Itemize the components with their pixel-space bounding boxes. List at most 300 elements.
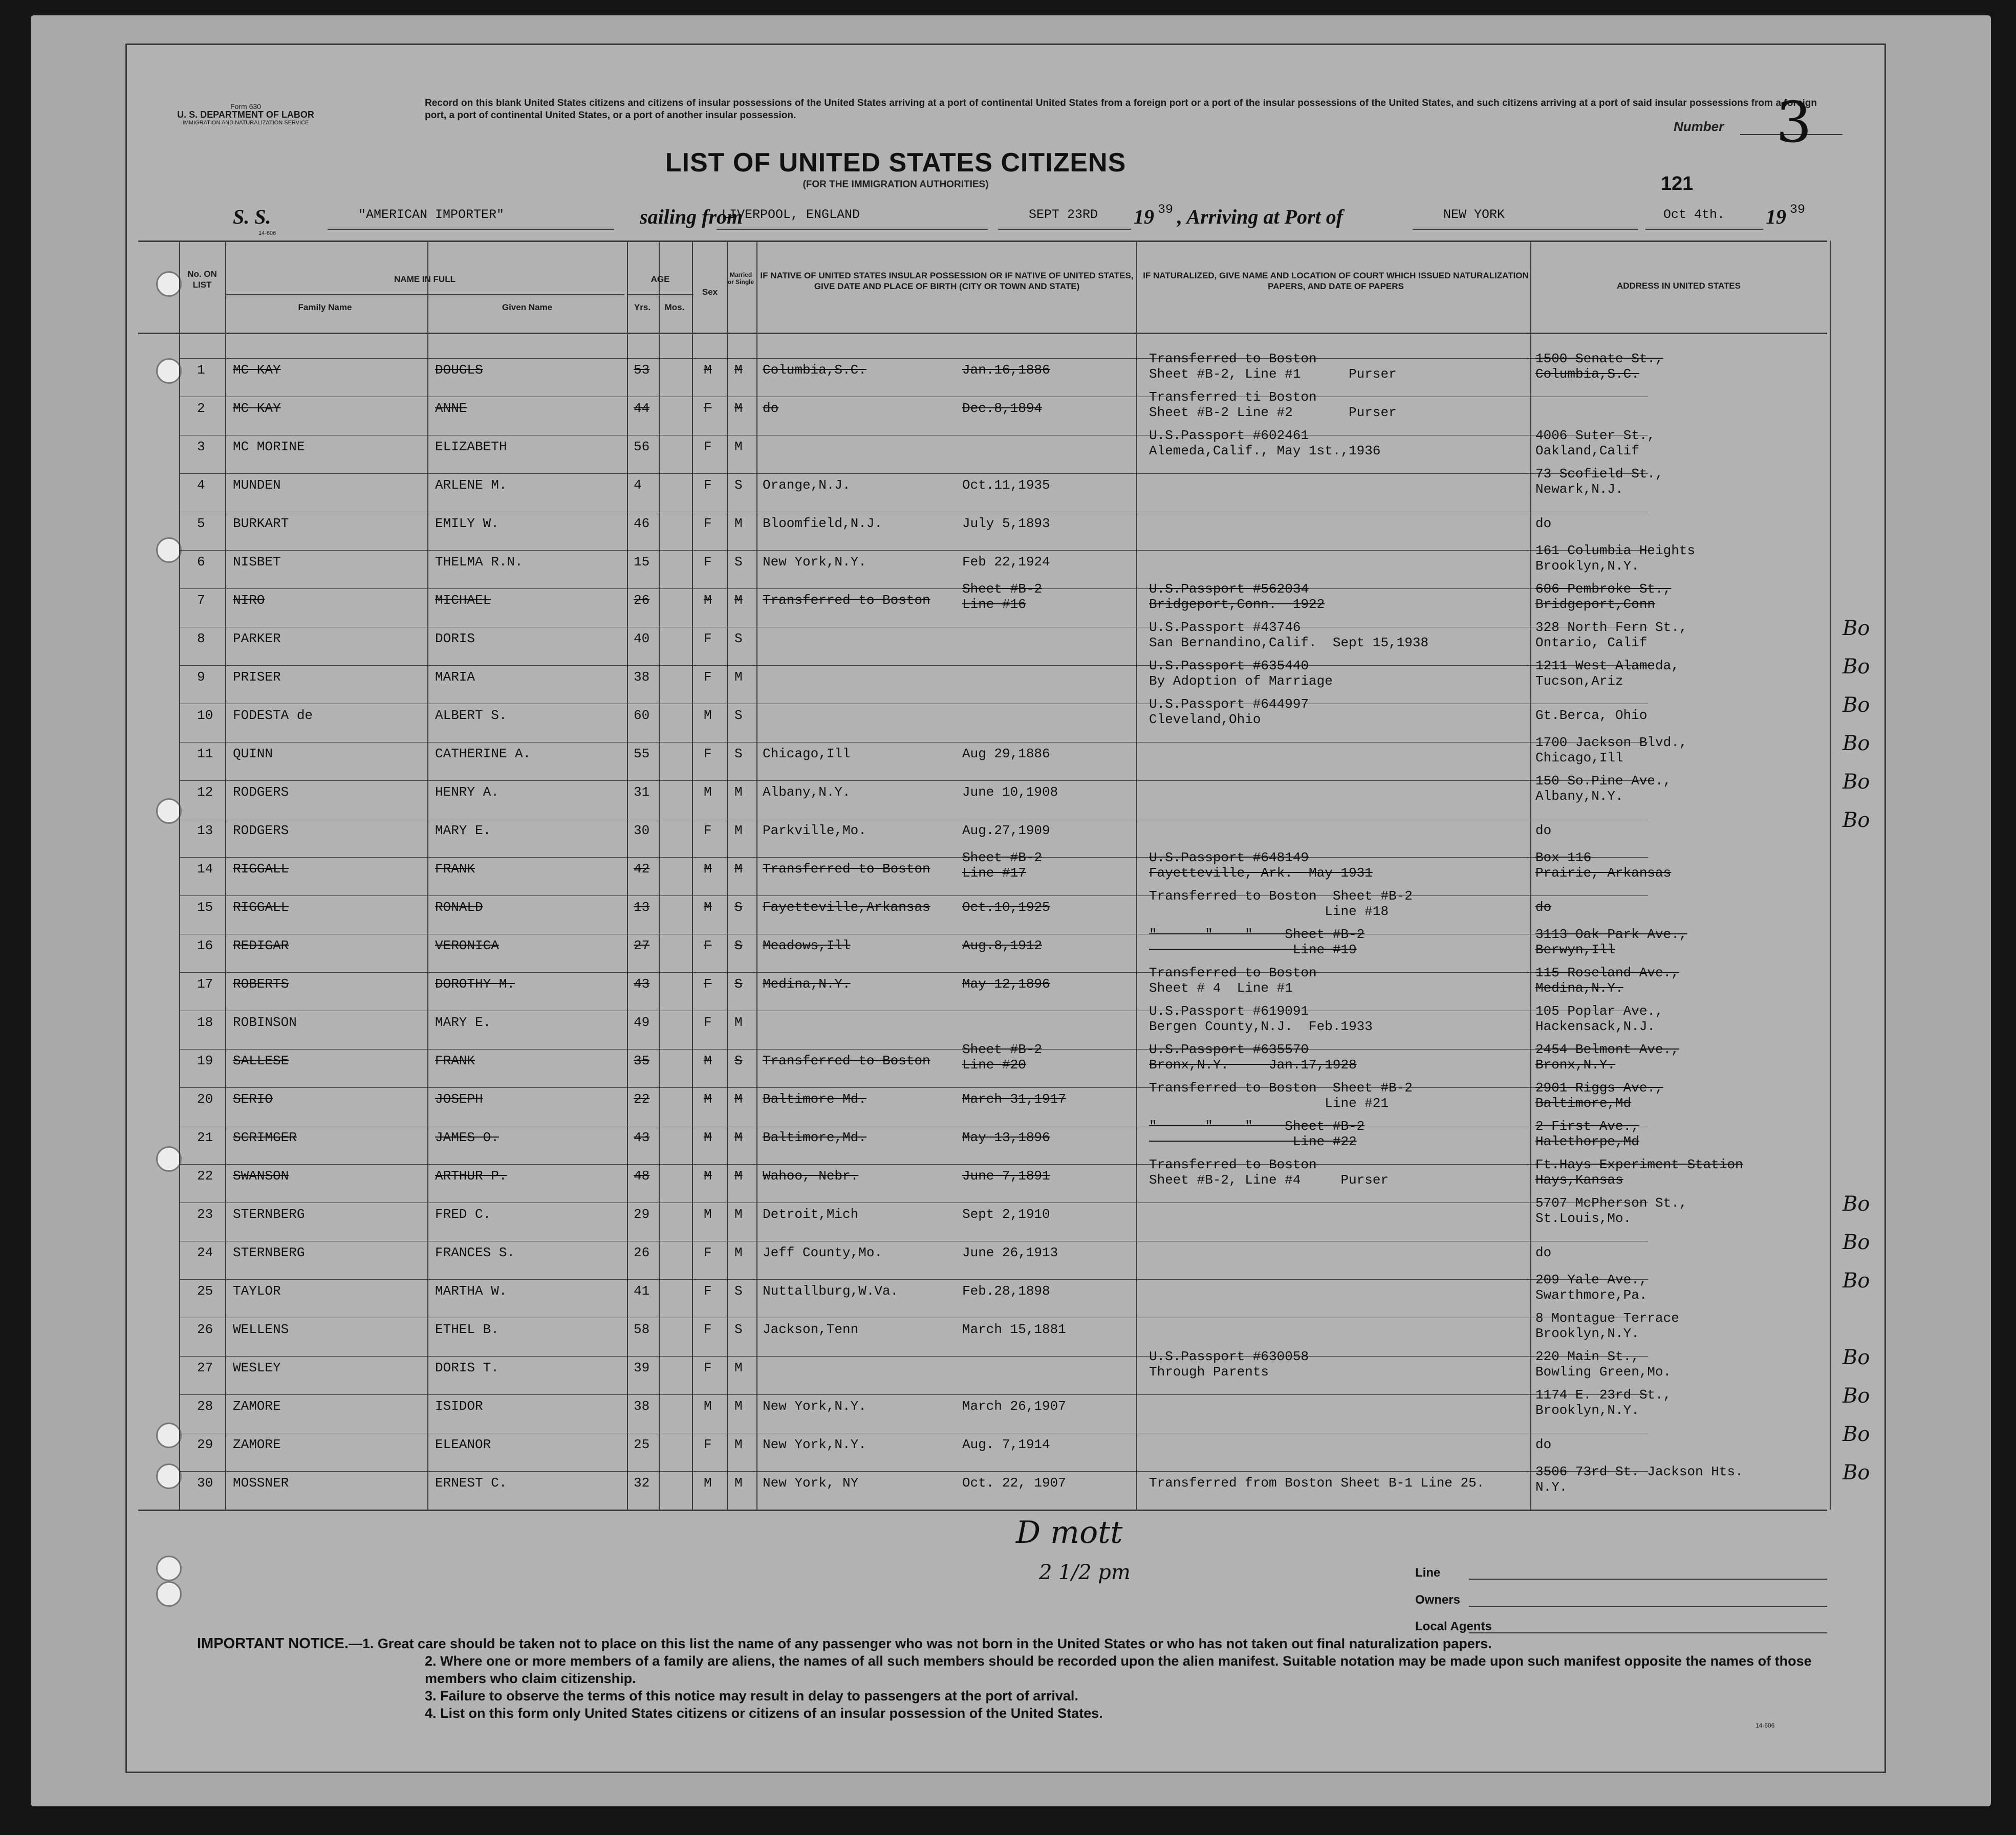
birth-date: Oct. 22, 1907 — [962, 1475, 1066, 1491]
address: 3113 Oak Park Ave., Berwyn,Ill — [1535, 927, 1687, 957]
row-number: 24 — [197, 1245, 213, 1260]
naturalization: U.S.Passport #619091 Bergen County,N.J. Feb.1933 — [1149, 1003, 1373, 1034]
sex: F — [704, 477, 712, 493]
marital-status: M — [734, 593, 743, 608]
year-to: 39 — [1790, 202, 1806, 217]
family-name: PARKER — [233, 631, 281, 646]
sex: F — [704, 1322, 712, 1337]
punch-hole — [156, 271, 182, 297]
sex: M — [704, 1168, 712, 1184]
age-years: 38 — [634, 1399, 650, 1414]
address: 3506 73rd St. Jackson Hts. N.Y. — [1535, 1464, 1743, 1495]
sex: M — [704, 362, 712, 378]
sex: F — [704, 1245, 712, 1260]
family-name: TAYLOR — [233, 1283, 281, 1299]
birth-date: May 13,1896 — [962, 1130, 1050, 1145]
given-name: ALBERT S. — [435, 708, 507, 723]
boston-annotation: Bo — [1842, 1384, 1870, 1408]
marital-status: M — [734, 1207, 743, 1222]
row-number: 21 — [197, 1130, 213, 1145]
birth-date: June 10,1908 — [962, 784, 1058, 800]
birth-place: Transferred to Boston — [763, 593, 930, 608]
sex: F — [704, 938, 712, 953]
row-number: 13 — [197, 823, 213, 838]
table-row — [0, 1236, 1658, 1268]
naturalization: Transferred to Boston Sheet #B-2, Line #4 Purser — [1149, 1157, 1389, 1188]
col-address: ADDRESS IN UNITED STATES — [1616, 281, 1741, 291]
marital-status: M — [734, 1475, 743, 1491]
col-name-in-full: NAME IN FULL — [394, 274, 456, 284]
address: do — [1535, 516, 1552, 531]
marital-status: M — [734, 1091, 743, 1107]
table-row — [0, 850, 1672, 884]
name-subheader-line — [225, 294, 624, 295]
age-years: 26 — [634, 1245, 650, 1260]
year-prefix: 19 — [1134, 205, 1154, 228]
agents-label: Local Agents — [1415, 1620, 1492, 1633]
marital-status: M — [734, 1130, 743, 1145]
address: 150 So.Pine Ave., Albany,N.Y. — [1535, 773, 1672, 804]
age-years: 53 — [634, 362, 650, 378]
given-name: ISIDOR — [435, 1399, 483, 1414]
age-years: 13 — [634, 900, 650, 915]
family-name: ZAMORE — [233, 1399, 281, 1414]
birth-place: Detroit,Mich — [763, 1207, 859, 1222]
naturalization: Transferred to Boston Sheet #B-2, Line #1 Purser — [1149, 351, 1397, 382]
birth-place: Wahoo, Nebr. — [763, 1168, 859, 1184]
table-row — [0, 507, 1658, 538]
row-number: 8 — [197, 631, 205, 646]
marital-status: S — [734, 1053, 743, 1068]
naturalization: Transferred from Boston Sheet B-1 Line 25. — [1149, 1475, 1485, 1491]
col-yrs: Yrs. — [634, 302, 651, 312]
boston-annotation: Bo — [1842, 693, 1870, 717]
family-name: NISBET — [233, 554, 281, 570]
table-row — [0, 466, 1663, 500]
age-years: 55 — [634, 746, 650, 761]
boston-annotation: Bo — [1842, 770, 1870, 794]
table-row — [0, 581, 1672, 615]
age-years: 41 — [634, 1283, 650, 1299]
family-name: WELLENS — [233, 1322, 289, 1337]
table-row — [0, 773, 1672, 807]
family-name: STERNBERG — [233, 1207, 305, 1222]
row-number: 28 — [197, 1399, 213, 1414]
sex: M — [704, 1091, 712, 1107]
marital-status: M — [734, 1015, 743, 1030]
naturalization: U.S.Passport #635440 By Adoption of Marriage — [1149, 658, 1333, 689]
given-name: ANNE — [435, 401, 467, 416]
age-years: 58 — [634, 1322, 650, 1337]
table-row — [0, 1042, 1679, 1076]
table-row — [0, 351, 1663, 385]
given-name: ARTHUR P. — [435, 1168, 507, 1184]
naturalization: U.S.Passport #602461 Alemeda,Calif., May 1st.,1936 — [1149, 428, 1381, 458]
birth-date: March 26,1907 — [962, 1399, 1066, 1414]
naturalization: " " " Sheet #B-2 Line #22 — [1149, 1119, 1365, 1149]
address: do — [1535, 823, 1552, 838]
table-row — [0, 1157, 1743, 1191]
address: Ft.Hays Experiment Station Hays,Kansas — [1535, 1157, 1743, 1188]
naturalization: U.S.Passport #644997 Cleveland,Ohio — [1149, 696, 1309, 727]
age-years: 43 — [634, 1130, 650, 1145]
notice-1: 1. Great care should be taken not to place on this list the name of any passenger who was not born in the United States or who has not taken out final naturalization papers. — [362, 1636, 1492, 1651]
birth-place: New York,N.Y. — [763, 554, 866, 570]
marital-status: M — [734, 401, 743, 416]
notice-head: IMPORTANT NOTICE. — [197, 1635, 349, 1652]
col-given-name: Given Name — [502, 302, 553, 312]
given-name: FRANK — [435, 1053, 475, 1068]
age-subheader-line — [627, 294, 693, 295]
birth-date: Feb.28,1898 — [962, 1283, 1050, 1299]
table-row — [0, 1464, 1743, 1498]
address: do — [1535, 1245, 1552, 1260]
agents-underline — [1469, 1632, 1827, 1633]
address: 1500 Senate St., Columbia,S.C. — [1535, 351, 1663, 382]
table-row — [0, 814, 1658, 845]
birth-date: Sheet #B-2 Line #16 — [962, 581, 1043, 612]
print-code-small: 14-606 — [258, 230, 276, 236]
given-name: HENRY A. — [435, 784, 499, 800]
birth-place: Chicago,Ill — [763, 746, 851, 761]
row-number: 6 — [197, 554, 205, 570]
age-years: 27 — [634, 938, 650, 953]
col-naturalized: IF NATURALIZED, GIVE NAME AND LOCATION OF COURT WHICH ISSUED NATURALIZATION PAPERS, AND DATE OF PAPERS — [1143, 271, 1529, 291]
family-name: ZAMORE — [233, 1437, 281, 1452]
birth-place: New York, NY — [763, 1475, 859, 1491]
birth-date: March 15,1881 — [962, 1322, 1066, 1337]
family-name: MC KAY — [233, 401, 281, 416]
given-name: CATHERINE A. — [435, 746, 531, 761]
row-number: 7 — [197, 593, 205, 608]
naturalization: Transferred to Boston Sheet #B-2 Line #21 — [1149, 1080, 1413, 1111]
age-years: 40 — [634, 631, 650, 646]
marital-status: S — [734, 900, 743, 915]
naturalization: U.S.Passport #630058 Through Parents — [1149, 1349, 1309, 1380]
marital-status: M — [734, 1399, 743, 1414]
table-row — [0, 965, 1679, 999]
address: 1700 Jackson Blvd., Chicago,Ill — [1535, 735, 1687, 766]
boston-annotation: Bo — [1842, 732, 1870, 755]
owners-underline — [1469, 1606, 1827, 1607]
table-row — [0, 1274, 1658, 1306]
boston-annotation: Bo — [1842, 1423, 1870, 1446]
important-notice — [197, 1635, 1835, 1722]
print-code: 14-606 — [1755, 1722, 1775, 1729]
notice-4: 4. List on this form only United States citizens or citizens of an insular possession of the United States. — [425, 1706, 1103, 1721]
boston-annotation: Bo — [1842, 809, 1870, 832]
handwritten-note: 2 1/2 pm — [1039, 1561, 1131, 1584]
address: 220 Main St., Bowling Green,Mo. — [1535, 1349, 1672, 1380]
owners-label: Owners — [1415, 1593, 1461, 1607]
marital-status: M — [734, 861, 743, 877]
birth-date: June 26,1913 — [962, 1245, 1058, 1260]
boston-annotation: Bo — [1842, 617, 1870, 640]
table-top-border — [138, 241, 1827, 242]
family-name: ROBINSON — [233, 1015, 297, 1030]
row-number: 26 — [197, 1322, 213, 1337]
family-name: RIGGALL — [233, 861, 289, 877]
row-number: 14 — [197, 861, 213, 877]
date-from-underline — [998, 229, 1131, 230]
row-number: 22 — [197, 1168, 213, 1184]
table-row — [0, 1080, 1663, 1114]
family-name: STERNBERG — [233, 1245, 305, 1260]
birth-place: Baltimore,Md. — [763, 1130, 866, 1145]
sex: M — [704, 593, 712, 608]
table-row — [0, 1387, 1672, 1421]
family-name: SERIO — [233, 1091, 273, 1107]
address: 2 First Ave., Halethorpe,Md — [1535, 1119, 1639, 1149]
birth-date: Oct.10,1925 — [962, 900, 1050, 915]
given-name: MARIA — [435, 669, 475, 685]
naturalization: U.S.Passport #635570 Bronx,N.Y. Jan.17,1928 — [1149, 1042, 1357, 1073]
given-name: FRANCES S. — [435, 1245, 515, 1260]
given-name: DOUGLS — [435, 362, 483, 378]
given-name: VERONICA — [435, 938, 499, 953]
address: do — [1535, 1437, 1552, 1452]
address: 1174 E. 23rd St., Brooklyn,N.Y. — [1535, 1387, 1672, 1418]
age-years: 35 — [634, 1053, 650, 1068]
form-identifier — [169, 102, 322, 127]
given-name: JAMES O. — [435, 1130, 499, 1145]
naturalization: Transferred to Boston Sheet #B-2 Line #18 — [1149, 888, 1413, 919]
table-row — [0, 430, 1658, 462]
sex: F — [704, 516, 712, 531]
age-years: 42 — [634, 861, 650, 877]
address: Gt.Berca, Ohio — [1535, 708, 1648, 723]
sex: M — [704, 900, 712, 915]
naturalization: Transferred ti Boston Sheet #B-2 Line #2 Purser — [1149, 389, 1397, 420]
marital-status: S — [734, 1322, 743, 1337]
sex: F — [704, 401, 712, 416]
birth-date: Sheet #B-2 Line #17 — [962, 850, 1043, 881]
form-number: Form 630 — [230, 102, 261, 111]
naturalization: " " " Sheet #B-2 Line #19 — [1149, 927, 1365, 957]
table-row — [0, 543, 1696, 577]
table-bottom-border — [138, 1510, 1827, 1511]
ss-label: S. S. — [233, 205, 271, 228]
address: 209 Yale Ave., Swarthmore,Pa. — [1535, 1272, 1648, 1303]
row-number: 18 — [197, 1015, 213, 1030]
birth-date: May 12,1896 — [962, 976, 1050, 992]
given-name: ELEANOR — [435, 1437, 491, 1452]
birth-date: Aug 29,1886 — [962, 746, 1050, 761]
row-number: 27 — [197, 1360, 213, 1375]
address: 2901 Riggs Ave., Baltimore,Md — [1535, 1080, 1663, 1111]
given-name: MARTHA W. — [435, 1283, 507, 1299]
family-name: SWANSON — [233, 1168, 289, 1184]
family-name: PRISER — [233, 669, 281, 685]
given-name: ELIZABETH — [435, 439, 507, 454]
age-years: 49 — [634, 1015, 650, 1030]
row-number: 4 — [197, 477, 205, 493]
birth-place: Albany,N.Y. — [763, 784, 851, 800]
given-name: JOSEPH — [435, 1091, 483, 1107]
marital-status: M — [734, 516, 743, 531]
marital-status: M — [734, 1245, 743, 1260]
table-row — [0, 890, 1658, 922]
year-from: 39 — [1158, 202, 1174, 217]
birth-place: Transferred to Boston — [763, 1053, 930, 1068]
boston-annotation: Bo — [1842, 1269, 1870, 1293]
row-number: 10 — [197, 708, 213, 723]
given-name: RONALD — [435, 900, 483, 915]
address: 2454 Belmont Ave., Bronx,N.Y. — [1535, 1042, 1679, 1073]
age-years: 26 — [634, 593, 650, 608]
family-name: RIGGALL — [233, 900, 289, 915]
sailing-label: sailing from — [640, 205, 743, 228]
table-row — [0, 927, 1687, 960]
marital-status: S — [734, 554, 743, 570]
marital-status: S — [734, 708, 743, 723]
year-prefix: 19 — [1766, 205, 1786, 228]
port-from: LIVERPOOL, ENGLAND — [722, 207, 860, 222]
family-name: SALLESE — [233, 1053, 289, 1068]
family-name: BURKART — [233, 516, 289, 531]
boston-annotation: Bo — [1842, 1461, 1870, 1484]
birth-place: New York,N.Y. — [763, 1399, 866, 1414]
sex: F — [704, 1360, 712, 1375]
row-number: 15 — [197, 900, 213, 915]
birth-date: Aug. 7,1914 — [962, 1437, 1050, 1452]
birth-place: Baltimore Md. — [763, 1091, 866, 1107]
row-number: 9 — [197, 669, 205, 685]
birth-date: Aug.8,1912 — [962, 938, 1043, 953]
birth-place: Jeff County,Mo. — [763, 1245, 883, 1260]
family-name: ROBERTS — [233, 976, 289, 992]
page-title: LIST OF UNITED STATES CITIZENS — [665, 148, 1126, 178]
address: 5707 McPherson St., St.Louis,Mo. — [1535, 1195, 1687, 1226]
table-row — [0, 1428, 1658, 1459]
given-name: DORIS T. — [435, 1360, 499, 1375]
row-number: 11 — [197, 746, 213, 761]
sex: F — [704, 1283, 712, 1299]
age-years: 15 — [634, 554, 650, 570]
given-name: MICHAEL — [435, 593, 491, 608]
date-to: Oct 4th. — [1663, 207, 1725, 222]
marital-status: M — [734, 784, 743, 800]
row-number: 3 — [197, 439, 205, 454]
marital-status: S — [734, 938, 743, 953]
birth-date: Aug.27,1909 — [962, 823, 1050, 838]
sheet-number: 3 — [1776, 90, 1812, 155]
naturalization: Transferred to Boston Sheet # 4 Line #1 — [1149, 965, 1317, 996]
sex: M — [704, 1399, 712, 1414]
col-married: Married or Single — [727, 271, 754, 286]
birth-place: Columbia,S.C. — [763, 362, 866, 378]
given-name: ARLENE M. — [435, 477, 507, 493]
address: Box 116 Prairie, Arkansas — [1535, 850, 1672, 881]
given-name: FRANK — [435, 861, 475, 877]
family-name: NIRO — [233, 593, 265, 608]
age-years: 43 — [634, 976, 650, 992]
date-from: SEPT 23RD — [1029, 207, 1098, 222]
family-name: MOSSNER — [233, 1475, 289, 1491]
sex: F — [704, 1437, 712, 1452]
row-number: 16 — [197, 938, 213, 953]
age-years: 39 — [634, 1360, 650, 1375]
handwritten-note: D mott — [1016, 1515, 1123, 1550]
marital-status: M — [734, 362, 743, 378]
row-number: 20 — [197, 1091, 213, 1107]
table-row — [0, 1003, 1663, 1037]
age-years: 25 — [634, 1437, 650, 1452]
birth-date: Sept 2,1910 — [962, 1207, 1050, 1222]
birth-date: Dec.8,1894 — [962, 401, 1043, 416]
notice-2: 2. Where one or more members of a family are aliens, the names of all such members should be recorded upon the alien manifest. Suitable notation may be made upon such manifest opposite the names of those members who claim citizenship. — [425, 1653, 1812, 1686]
header-bottom-border — [138, 333, 1827, 334]
birth-place: do — [763, 401, 779, 416]
age-years: 29 — [634, 1207, 650, 1222]
row-number: 30 — [197, 1475, 213, 1491]
row-number: 23 — [197, 1207, 213, 1222]
given-name: DOROTHY M. — [435, 976, 515, 992]
row-number: 2 — [197, 401, 205, 416]
age-years: 32 — [634, 1475, 650, 1491]
given-name: ERNEST C. — [435, 1475, 507, 1491]
sex: F — [704, 1015, 712, 1030]
table-row — [0, 1310, 1679, 1344]
port-from-underline — [717, 229, 988, 230]
age-years: 38 — [634, 669, 650, 685]
row-number: 19 — [197, 1053, 213, 1068]
family-name: MUNDEN — [233, 477, 281, 493]
address: 115 Roseland Ave., Medina,N.Y. — [1535, 965, 1679, 996]
row-number: 29 — [197, 1437, 213, 1452]
marital-status: M — [734, 439, 743, 454]
form-instructions: Record on this blank United States citizens and citizens of insular possessions of the United States arriving at a port of continental United States from a foreign port or a port of the insular possessions of the United States, and such citizens arriving at a port of said insular possessions from a foreign port, a port of continental United States, or a port of another insular possession. — [425, 98, 1817, 121]
date-to-underline — [1645, 229, 1763, 230]
naturalization: U.S.Passport #43746 San Bernandino,Calif. Sept 15,1938 — [1149, 620, 1429, 650]
col-age: AGE — [651, 274, 670, 284]
sex: F — [704, 631, 712, 646]
marital-status: S — [734, 477, 743, 493]
birth-place: Jackson,Tenn — [763, 1322, 859, 1337]
marital-status: M — [734, 1360, 743, 1375]
naturalization: U.S.Passport #648149 Fayetteville, Ark. May 1931 — [1149, 850, 1373, 881]
page-subtitle: (FOR THE IMMIGRATION AUTHORITIES) — [803, 179, 989, 190]
col-mos: Mos. — [664, 302, 685, 312]
col-no: No. ON LIST — [187, 269, 217, 290]
stamp-number: 121 — [1661, 173, 1694, 194]
sex: M — [704, 861, 712, 877]
table-row — [0, 620, 1687, 653]
boston-annotation: Bo — [1842, 1346, 1870, 1369]
given-name: MARY E. — [435, 823, 491, 838]
boston-annotation: Bo — [1842, 1231, 1870, 1254]
address: 161 Columbia Heights Brooklyn,N.Y. — [1535, 543, 1696, 574]
table-row — [0, 1121, 1658, 1152]
family-name: REDIGAR — [233, 938, 289, 953]
marital-status: M — [734, 669, 743, 685]
sex: M — [704, 1130, 712, 1145]
notice-line: IMPORTANT NOTICE.—1. Great care should be taken not to place on this list the name of any passenger who was not born in the United States or who has not taken out final naturalization papers. — [197, 1635, 1492, 1652]
row-number: 1 — [197, 362, 205, 378]
table-row — [0, 391, 1658, 423]
address: 328 North Fern St., Ontario, Calif — [1535, 620, 1687, 650]
birth-place: Medina,N.Y. — [763, 976, 851, 992]
sex: F — [704, 976, 712, 992]
address: 73 Scofield St., Newark,N.J. — [1535, 466, 1663, 497]
birth-date: March 31,1917 — [962, 1091, 1066, 1107]
birth-place: Meadows,Ill — [763, 938, 851, 953]
given-name: FRED C. — [435, 1207, 491, 1222]
boston-annotation: Bo — [1842, 655, 1870, 679]
age-years: 30 — [634, 823, 650, 838]
address: do — [1535, 900, 1552, 915]
family-name: SCRIMGER — [233, 1130, 297, 1145]
